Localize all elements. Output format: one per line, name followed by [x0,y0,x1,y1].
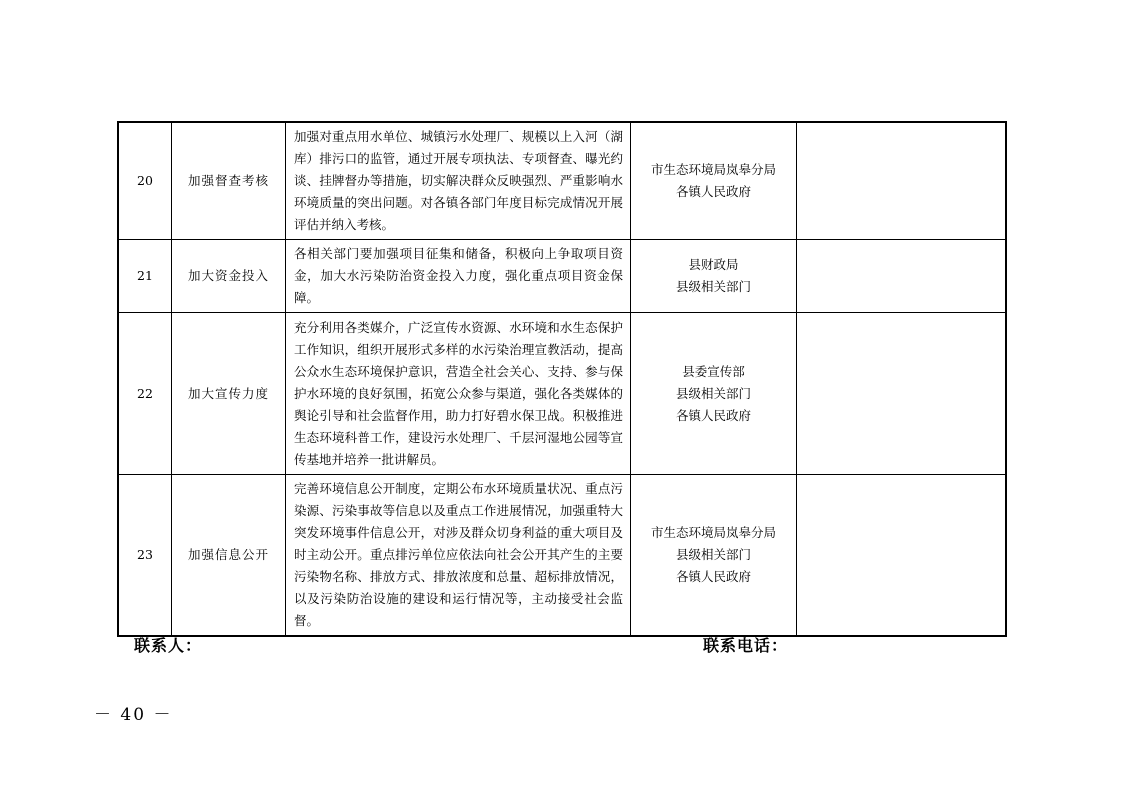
department-name: 各镇人民政府 [675,407,751,423]
department-name: 县财政局 [688,257,739,272]
row-number: 23 [118,475,172,637]
task-content: 加强对重点用水单位、城镇污水处理厂、规模以上入河（湖库）排污口的监管，通过开展专项执法、专项督查、曝光约谈、挂牌督办等措施，切实解决群众反映强烈、严重影响水环境质量的突出问题。对各镇各部门年度目标完成情况开展评估并纳入考核。 [286,122,631,240]
contact-person-label: 联系人： [134,636,203,655]
remarks-cell [797,122,1007,240]
task-name: 加大宣传力度 [172,313,286,475]
table-row [118,475,1006,637]
responsible-departments [631,240,797,313]
task-name: 加大资金投入 [172,240,286,313]
contact-phone-label: 联系电话： [703,636,789,655]
task-name: 加强督查考核 [172,122,286,240]
department-name: 市生态环境局岚皋分局 [650,525,776,540]
table-row [118,240,1006,313]
responsible-departments [631,475,797,637]
task-table [117,121,1007,637]
task-content: 充分利用各类媒介，广泛宣传水资源、水环境和水生态保护工作知识，组织开展形式多样的水污染治理宣教活动，提高公众水生态环境保护意识，营造全社会关心、支持、参与保护水环境的良好氛围，拓宽公众参与渠道，强化各类媒体的舆论引导和社会监督作用，助力打好碧水保卫战。积极推进生态环境科普工作，建设污水处理厂、千层河湿地公园等宣传基地并培养一批讲解员。 [286,313,631,475]
row-number: 20 [118,122,172,240]
responsible-departments [631,313,797,475]
department-name: 各镇人民政府 [675,184,751,199]
table-row [118,313,1006,475]
responsible-departments [631,122,797,240]
remarks-cell [797,240,1007,313]
department-name: 县级相关部门 [675,279,751,294]
task-content: 完善环境信息公开制度，定期公布水环境质量状况、重点污染源、污染事故等信息以及重点工作进展情况，加强重特大突发环境事件信息公开，对涉及群众切身利益的重大项目及时主动公开。重点排污单位应依法向社会公开其产生的主要污染物名称、排放方式、排放浓度和总量、超标排放情况，以及污染防治设施的建设和运行情况等，主动接受社会监督。 [286,475,631,637]
row-number: 22 [118,313,172,475]
department-name: 市生态环境局岚皋分局 [650,162,776,177]
department-name: 县委宣传部 [682,363,745,379]
department-name: 县级相关部门 [675,547,751,562]
department-name: 县级相关部门 [675,385,751,401]
remarks-cell [797,313,1007,475]
page-number: － 40 － [94,705,173,725]
task-content: 各相关部门要加强项目征集和储备，积极向上争取项目资金，加大水污染防治资金投入力度，强化重点项目资金保障。 [286,240,631,313]
row-number: 21 [118,240,172,313]
task-table-container [117,121,1007,637]
department-name: 各镇人民政府 [675,569,751,584]
task-name: 加强信息公开 [172,475,286,637]
remarks-cell [797,475,1007,637]
table-row [118,122,1006,240]
